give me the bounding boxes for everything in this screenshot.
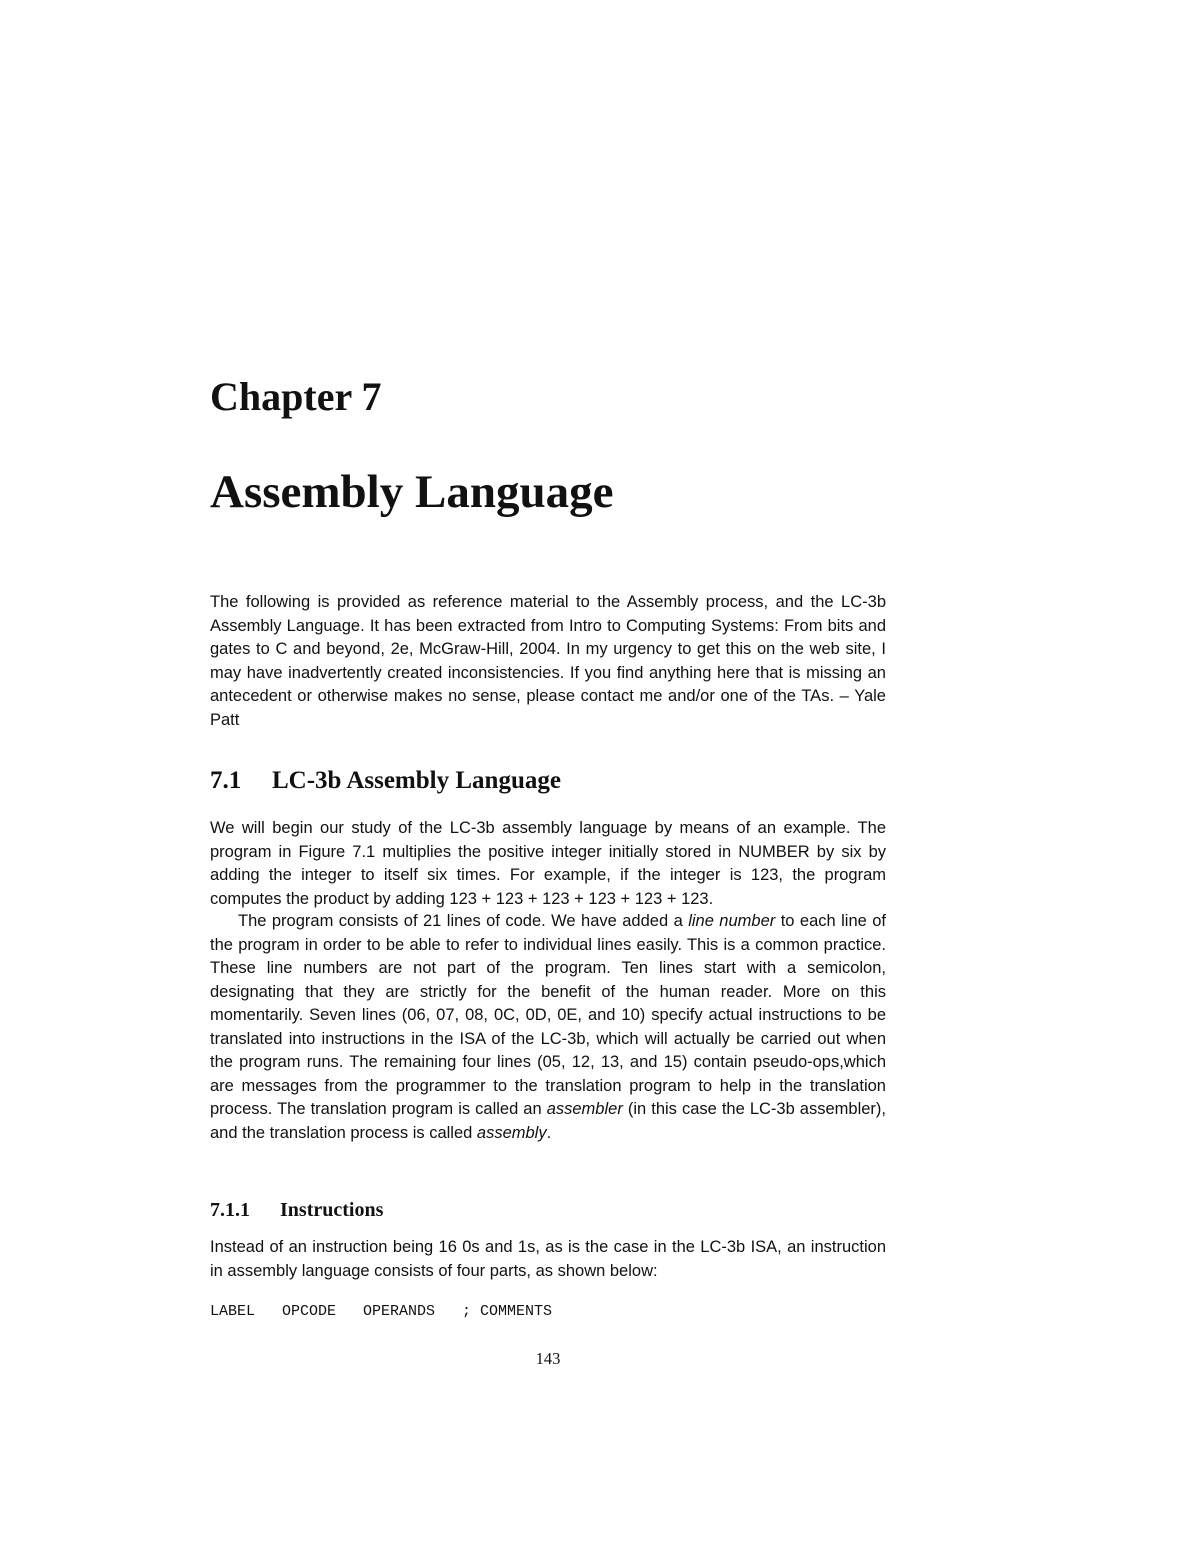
p2-text-3: (in this case the LC-3b assembler), and the translation process is called — [210, 1100, 886, 1142]
p2-text-1: The program consists of 21 lines of code. We have added a — [238, 912, 689, 930]
p2-text-2: to each line of the program in order to be able to refer to individual lines easily. This is a common practice. These line numbers are not part of the program. Ten lines start with a semicolon, designating that they are strictly for the benefit of the human reader. More on this momentarily. Seven lines (06, 07, 08, 0C, 0D, 0E, and 10) specify actual instructions to be translated into instructions in the ISA of the LC-3b, which will actually be carried out when the program runs. The remaining four lines (05, 12, 13, and 15) contain pseudo-ops,which are messages from the programmer to the translation program to help in the translation process. The translation program is called an — [210, 912, 886, 1118]
section-paragraph-2 — [210, 910, 886, 1145]
subsection-paragraph: Instead of an instruction being 16 0s and 1s, as is the case in the LC-3b ISA, an instruction in assembly language consists of four parts, as shown below: — [210, 1238, 886, 1280]
p2-emphasis-assembly: assembly — [476, 1123, 547, 1142]
intro-paragraph: The following is provided as reference material to the Assembly process, and the LC-3b Assembly Language. It has been extracted from Intro to Computing Systems: From bits and gates to C and beyond, 2e, McGraw-Hill, 2004. In my urgency to get this on the web site, I may have inadvertently created inconsistencies. If you find anything here that is missing an antecedent or otherwise makes no sense, please contact me and/or one of the TAs. – Yale Patt — [210, 593, 886, 729]
chapter-title: Assembly Language — [210, 466, 614, 518]
section-paragraph-1: We will begin our study of the LC-3b assembly language by means of an example. The program in Figure 7.1 multiplies the positive integer initially stored in NUMBER by six by adding the integer to itself six times. For example, if the integer is 123, the program computes the product by adding 123 + 123 + 123 + 123 + 123 + 123. — [210, 819, 886, 908]
subsection-title: Instructions — [280, 1199, 384, 1221]
subsection-number: 7.1.1 — [210, 1199, 250, 1221]
page-number: 143 — [535, 1349, 561, 1368]
instruction-format-line: LABEL OPCODE OPERANDS ; COMMENTS — [210, 1303, 553, 1320]
p2-emphasis-line-number: line number — [688, 912, 776, 930]
p2-emphasis-assembler: assembler — [546, 1100, 623, 1118]
section-title: LC-3b Assembly Language — [272, 767, 561, 794]
section-heading — [210, 764, 561, 798]
subsection-heading — [210, 1196, 383, 1224]
chapter-label: Chapter 7 — [210, 374, 382, 419]
section-number: 7.1 — [210, 767, 242, 794]
p2-text-4: . — [546, 1123, 552, 1142]
